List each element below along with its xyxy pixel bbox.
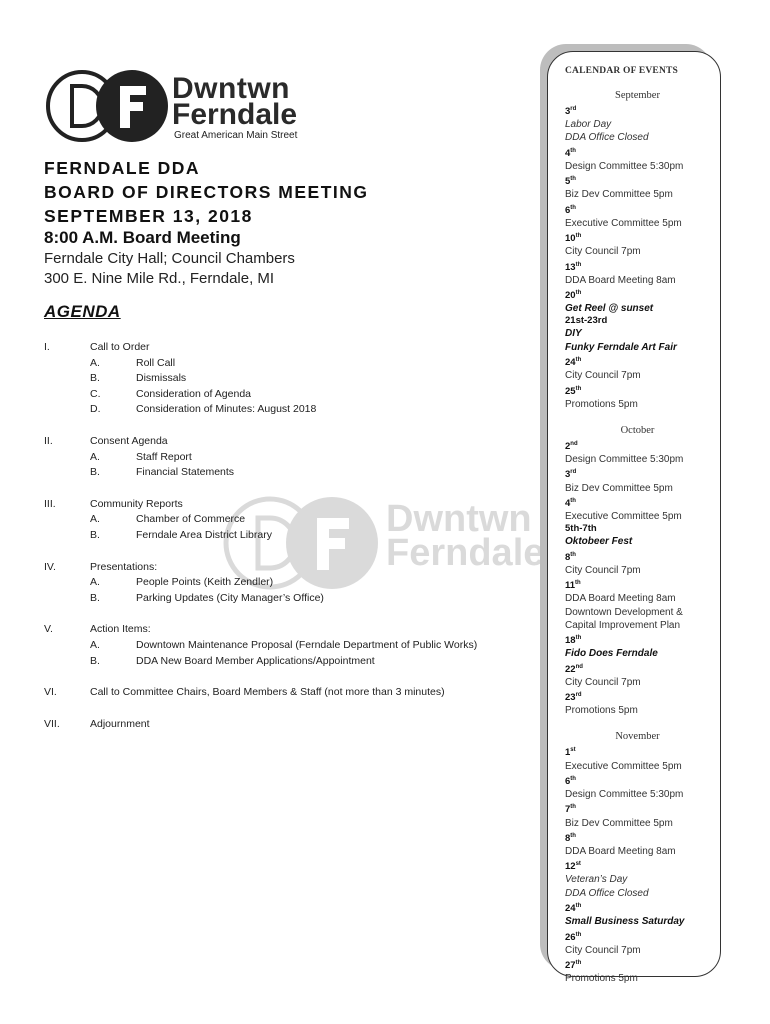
calendar-event: Get Reel @ sunset xyxy=(565,303,654,315)
agenda-subitem-text: People Points (Keith Zendler) xyxy=(136,576,274,589)
calendar-day: 21st-23rd xyxy=(565,315,608,327)
agenda-item xyxy=(44,340,524,356)
calendar-day-suffix: th xyxy=(570,176,576,183)
agenda-item-number: II. xyxy=(44,434,53,447)
agenda-subitem-text: Dismissals xyxy=(136,372,187,385)
agenda-subitem xyxy=(44,402,524,418)
agenda-item-number: III. xyxy=(44,497,56,510)
calendar-date xyxy=(565,495,710,510)
calendar-day: 8 xyxy=(565,833,571,844)
agenda-section xyxy=(44,497,524,544)
calendar-event: Veteran’s Day xyxy=(565,874,628,886)
calendar-event: Biz Dev Committee 5pm xyxy=(565,817,673,829)
calendar-event: Downtown Development & xyxy=(565,606,683,618)
meeting-address: 300 E. Nine Mile Rd., Ferndale, MI xyxy=(44,270,275,287)
calendar-event: City Council 7pm xyxy=(565,246,641,258)
calendar-date xyxy=(565,632,710,647)
calendar-day-suffix: th xyxy=(570,497,576,504)
agenda-subitem xyxy=(44,371,524,387)
calendar-day: 3 xyxy=(565,106,571,118)
calendar-date xyxy=(565,103,710,118)
calendar-day-suffix: st xyxy=(570,747,576,754)
header-org: FERNDALE DDA xyxy=(44,158,201,178)
agenda-item xyxy=(44,622,524,638)
agenda-section xyxy=(44,340,524,418)
calendar-event: City Council 7pm xyxy=(565,944,641,956)
calendar-event: Promotions 5pm xyxy=(565,398,638,410)
calendar-event: Executive Committee 5pm xyxy=(565,511,682,523)
agenda-subitem-letter: A. xyxy=(90,513,100,526)
calendar-day-suffix: th xyxy=(570,147,576,154)
calendar-date xyxy=(565,173,710,188)
calendar-day-suffix: th xyxy=(575,290,582,297)
calendar-day: 25 xyxy=(565,385,576,397)
agenda-subitem xyxy=(44,591,524,607)
calendar-day-suffix: th xyxy=(570,551,576,558)
agenda-subitem-letter: A. xyxy=(90,638,100,651)
calendar-day: 8 xyxy=(565,551,571,563)
watermark-ferndale-text: Ferndale xyxy=(386,532,545,574)
agenda-item-label: Community Reports xyxy=(90,497,183,510)
agenda-subitem xyxy=(44,654,524,670)
calendar-date xyxy=(565,858,710,873)
calendar-event: Design Committee 5:30pm xyxy=(565,789,684,801)
calendar-event: DDA Board Meeting 8am xyxy=(565,846,676,857)
calendar-day: 20 xyxy=(565,290,576,302)
calendar-event: Design Committee 5:30pm xyxy=(565,160,684,172)
calendar-day-suffix: th xyxy=(570,804,576,811)
dwntwn-ferndale-logo xyxy=(44,68,314,148)
agenda-section xyxy=(44,685,524,701)
calendar-event: Design Committee 5:30pm xyxy=(565,454,684,466)
agenda-item xyxy=(44,497,524,513)
agenda-item-number: V. xyxy=(44,623,53,636)
calendar-event: Promotions 5pm xyxy=(565,705,638,717)
agenda-item-label: Consent Agenda xyxy=(90,434,168,447)
calendar-date xyxy=(565,523,710,535)
calendar-date xyxy=(565,900,710,915)
calendar-event: Labor Day xyxy=(565,119,612,131)
calendar-date xyxy=(565,929,710,944)
calendar-event: Promotions 5pm xyxy=(565,973,638,985)
calendar-day-suffix: th xyxy=(575,233,582,240)
agenda-subitem xyxy=(44,356,524,372)
agenda-item xyxy=(44,560,524,576)
agenda-item xyxy=(44,685,524,701)
agenda-item-label: Action Items: xyxy=(90,623,151,636)
calendar-day: 6 xyxy=(565,776,571,788)
agenda-subitem xyxy=(44,450,524,466)
calendar-date xyxy=(565,354,710,369)
calendar-day-suffix: th xyxy=(575,959,582,966)
calendar-day-suffix: th xyxy=(575,931,582,938)
calendar-event: Capital Improvement Plan xyxy=(565,619,681,631)
calendar-day-suffix: th xyxy=(570,832,576,839)
calendar-day-suffix: rd xyxy=(570,469,577,476)
calendar-day: 1 xyxy=(565,747,571,759)
calendar-month-name: October xyxy=(620,424,655,436)
calendar-day: 24 xyxy=(565,357,576,369)
calendar-month xyxy=(565,90,710,411)
agenda-section xyxy=(44,434,524,481)
calendar-date xyxy=(565,202,710,217)
agenda-subitem-text: DDA New Board Member Applications/Appointment xyxy=(136,654,375,667)
calendar-event: Small Business Saturday xyxy=(565,916,685,928)
calendar-day: 13 xyxy=(565,261,576,273)
calendar-day: 4 xyxy=(565,147,571,159)
agenda-subitem-text: Chamber of Commerce xyxy=(136,513,246,526)
calendar-date xyxy=(565,577,710,592)
calendar-event: Funky Ferndale Art Fair xyxy=(565,341,677,353)
calendar-day-suffix: th xyxy=(575,903,582,910)
agenda-item-number: VI. xyxy=(44,686,57,699)
calendar-event: Biz Dev Committee 5pm xyxy=(565,189,673,201)
agenda-item-number: VII. xyxy=(44,717,60,730)
calendar-day-suffix: th xyxy=(575,580,581,587)
agenda-subitem xyxy=(44,387,524,403)
calendar-day: 10 xyxy=(565,233,576,245)
calendar-date xyxy=(565,801,710,816)
agenda-subitem-letter: B. xyxy=(90,591,100,604)
header-meeting-title: BOARD OF DIRECTORS MEETING xyxy=(44,182,369,202)
calendar-day: 6 xyxy=(565,204,571,216)
agenda-item-number: IV. xyxy=(44,560,56,573)
agenda-subitem-letter: B. xyxy=(90,466,100,479)
meeting-location: Ferndale City Hall; Council Chambers xyxy=(44,250,295,267)
agenda-subitem-text: Staff Report xyxy=(136,450,192,463)
calendar-day: 23 xyxy=(565,692,576,704)
agenda-subitem-text: Ferndale Area District Library xyxy=(136,528,272,541)
calendar-day-suffix: nd xyxy=(575,663,583,670)
logo-dwntwn-text: Dwntwn xyxy=(172,72,290,105)
calendar-date xyxy=(565,438,710,453)
agenda-item xyxy=(44,434,524,450)
calendar-event: Executive Committee 5pm xyxy=(565,217,682,229)
calendar-date xyxy=(565,661,710,676)
calendar-event: Fido Does Ferndale xyxy=(565,648,658,660)
calendar-day: 5 xyxy=(565,176,571,188)
agenda-item xyxy=(44,717,524,733)
agenda-subitem-letter: A. xyxy=(90,576,100,589)
agenda-item-label: Call to Order xyxy=(90,341,150,353)
calendar-event: DDA Board Meeting 8am xyxy=(565,274,676,286)
calendar-day-suffix: th xyxy=(575,261,582,268)
calendar-date xyxy=(565,549,710,564)
calendar-day: 2 xyxy=(565,441,571,453)
agenda-subitem-letter: A. xyxy=(90,356,100,369)
calendar-date xyxy=(565,773,710,788)
calendar-day: 5th-7th xyxy=(565,523,597,535)
agenda-subitem xyxy=(44,528,524,544)
agenda-subitem xyxy=(44,575,524,591)
agenda-subitem-letter: C. xyxy=(90,387,101,400)
calendar-day-suffix: nd xyxy=(570,440,578,447)
agenda-section xyxy=(44,560,524,607)
agenda-item-label: Adjournment xyxy=(90,717,150,730)
agenda-subitem xyxy=(44,465,524,481)
calendar-month-name: September xyxy=(615,90,660,101)
calendar-event: City Council 7pm xyxy=(565,676,641,688)
calendar-day: 7 xyxy=(565,804,571,816)
meeting-time: 8:00 A.M. Board Meeting xyxy=(44,228,241,247)
calendar-event: Oktobeer Fest xyxy=(565,536,633,548)
calendar-date xyxy=(565,830,710,845)
calendar-day: 22 xyxy=(565,663,576,675)
calendar-event: Biz Dev Committee 5pm xyxy=(565,482,673,494)
agenda-subitem-text: Consideration of Minutes: August 2018 xyxy=(136,403,317,416)
agenda-subitem-letter: B. xyxy=(90,372,100,385)
calendar-day: 3 xyxy=(565,469,571,481)
agenda-section xyxy=(44,622,524,669)
calendar-date xyxy=(565,145,710,160)
df-monogram-icon xyxy=(44,68,168,148)
calendar-day-suffix: th xyxy=(570,775,576,782)
calendar-day-suffix: th xyxy=(570,204,576,211)
agenda-subitem-letter: A. xyxy=(90,450,100,463)
calendar-day: 11 xyxy=(565,580,576,592)
calendar-day-suffix: th xyxy=(575,357,582,364)
calendar-event: DDA Office Closed xyxy=(565,132,649,144)
agenda-list xyxy=(44,340,524,748)
calendar-day: 27 xyxy=(565,960,576,972)
agenda-section xyxy=(44,717,524,733)
watermark-dwntwn-text: Dwntwn xyxy=(386,498,532,540)
agenda-subitem-text: Downtown Maintenance Proposal (Ferndale Department of Public Works) xyxy=(136,638,478,651)
agenda-subitem-text: Consideration of Agenda xyxy=(136,387,252,400)
calendar-day: 4 xyxy=(565,498,571,510)
calendar-event: Executive Committee 5pm xyxy=(565,760,682,772)
calendar-event: DDA Board Meeting 8am xyxy=(565,593,676,605)
calendar-date xyxy=(565,230,710,245)
agenda-subitem-letter: B. xyxy=(90,654,100,667)
calendar-month-name: November xyxy=(615,731,660,743)
header-date: SEPTEMBER 13, 2018 xyxy=(44,206,253,226)
agenda-subitem-text: Financial Statements xyxy=(136,466,235,479)
agenda-item-number: I. xyxy=(44,341,50,353)
agenda-item-label: Presentations: xyxy=(90,560,158,573)
calendar-date xyxy=(565,259,710,274)
calendar-date xyxy=(565,689,710,704)
calendar-day-suffix: st xyxy=(575,861,581,868)
calendar-date xyxy=(565,466,710,481)
calendar-event: City Council 7pm xyxy=(565,564,641,576)
agenda-subitem xyxy=(44,512,524,528)
calendar-event: DIY xyxy=(565,328,582,340)
calendar-event: DDA Office Closed xyxy=(565,887,649,899)
calendar-panel xyxy=(547,51,721,985)
calendar-day: 18 xyxy=(565,635,576,647)
agenda-item-label: Call to Committee Chairs, Board Members & Staff (not more than 3 minutes) xyxy=(90,686,445,699)
agenda-subitem-text: Roll Call xyxy=(136,356,176,369)
calendar-day-suffix: rd xyxy=(570,106,577,112)
calendar-date xyxy=(565,957,710,972)
calendar-day: 24 xyxy=(565,903,576,915)
calendar-month xyxy=(565,731,710,985)
agenda-subitem-text: Parking Updates (City Manager’s Office) xyxy=(136,591,324,604)
calendar-day-suffix: th xyxy=(575,385,582,392)
calendar-day: 26 xyxy=(565,931,576,943)
agenda-title: AGENDA xyxy=(44,302,121,321)
calendar-date xyxy=(565,744,710,759)
calendar-day-suffix: rd xyxy=(575,692,582,699)
logo-tagline: Great American Main Street xyxy=(174,130,298,141)
calendar-day-suffix: th xyxy=(575,635,582,642)
calendar-title: CALENDAR OF EVENTS xyxy=(565,66,679,76)
calendar-event: City Council 7pm xyxy=(565,370,641,382)
calendar-day: 12 xyxy=(565,861,576,873)
calendar-date xyxy=(565,315,710,327)
calendar-month xyxy=(565,425,710,718)
calendar-date xyxy=(565,287,710,302)
logo-ferndale-text: Ferndale xyxy=(172,98,298,131)
agenda-subitem xyxy=(44,638,524,654)
agenda-subitem-letter: D. xyxy=(90,403,101,416)
agenda-subitem-letter: B. xyxy=(90,528,100,541)
calendar-date xyxy=(565,383,710,398)
